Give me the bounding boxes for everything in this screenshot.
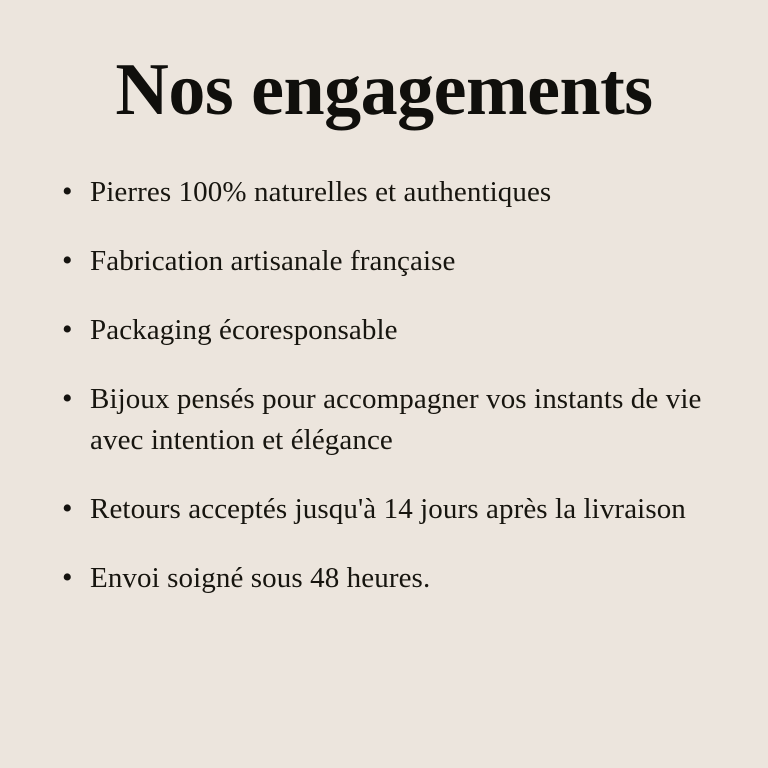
list-item	[56, 172, 710, 213]
page-title: Nos engagements	[115, 49, 653, 131]
list-item	[56, 379, 710, 461]
bullet-icon: •	[62, 174, 73, 208]
list-item	[56, 310, 710, 351]
list-item-label: Envoi soigné sous 48 heures.	[90, 561, 431, 594]
list-item	[56, 241, 710, 282]
list-item-label: Fabrication artisanale française	[90, 244, 456, 277]
list-item-label: Packaging écoresponsable	[90, 313, 398, 346]
bullet-icon: •	[62, 491, 73, 525]
list-item-label: Retours acceptés jusqu'à 14 jours après la livraison	[90, 492, 686, 525]
list-item	[56, 558, 710, 599]
list-item-label: Bijoux pensés pour accompagner vos instants de vie avec intention et élégance	[90, 382, 702, 456]
list-item-label: Pierres 100% naturelles et authentiques	[90, 175, 552, 208]
commitments-list	[48, 172, 720, 627]
list-item	[56, 489, 710, 530]
bullet-icon: •	[62, 381, 73, 415]
bullet-icon: •	[62, 312, 73, 346]
bullet-icon: •	[62, 243, 73, 277]
bullet-icon: •	[62, 560, 73, 594]
